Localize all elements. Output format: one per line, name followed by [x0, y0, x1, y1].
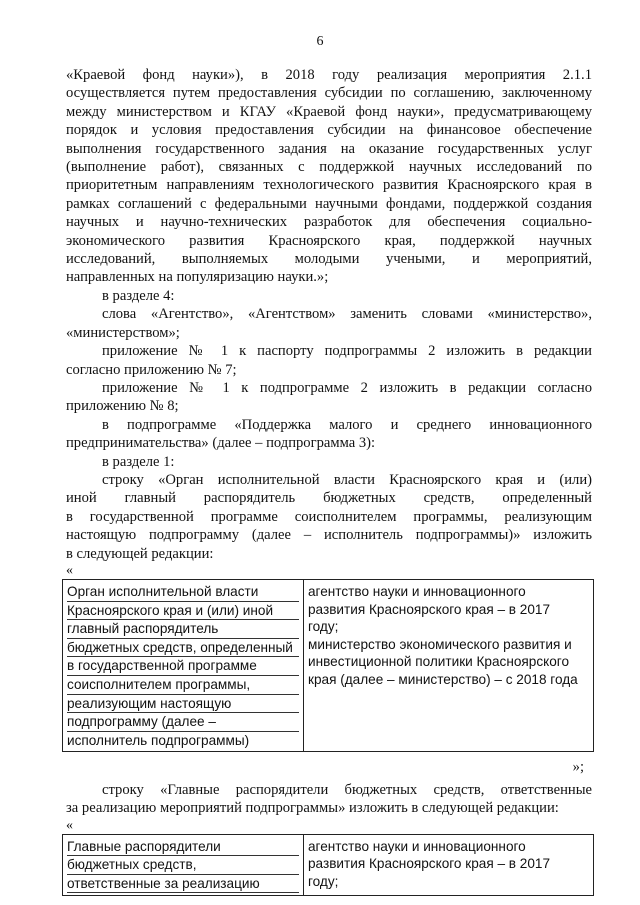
text-line: согласно приложению № 7; [66, 361, 237, 378]
text-line: научных и научно-технических разработок для обеспечения социально- [66, 214, 592, 231]
page-number: 6 [316, 34, 324, 49]
text-line: в подпрограмме «Поддержка малого и среднего инновационного [102, 416, 592, 433]
table-row [63, 834, 594, 896]
text-line: «министерством»; [66, 324, 180, 341]
text-line: иной главный распорядитель бюджетных средств, определенный [66, 490, 592, 507]
cell-line: Красноярского края и (или) иной [67, 602, 299, 621]
cell-line: году; [308, 619, 339, 635]
cell-line: Орган исполнительной власти [67, 583, 299, 602]
text-line: слова «Агентство», «Агентством» заменить словами «министерство», [102, 306, 592, 323]
table-cell-right [304, 579, 594, 751]
table-cell-right [304, 834, 594, 896]
text-line: за реализацию мероприятий подпрограммы» изложить в следующей редакции: [66, 800, 559, 817]
paragraph-subprogram-3 [66, 416, 592, 453]
paragraph-replace-words [66, 305, 592, 342]
cell-line: агентство науки и инновационного [308, 583, 526, 599]
text-line: приложению № 8; [66, 398, 179, 415]
text-line: рамках соглашений с федеральными научными фондами, поддержкой создания [66, 195, 592, 212]
cell-line: бюджетных средств, [67, 856, 299, 875]
text-line: выполнения государственного задания на оказание государственных услуг [66, 140, 592, 157]
paragraph-fund [66, 66, 592, 287]
text-line: настоящую подпрограмму (далее – исполнитель подпрограммы)» изложить [66, 527, 592, 544]
text-line: приложение № 1 к подпрограмме 2 изложить в редакции согласно [102, 379, 592, 396]
document-body [66, 66, 592, 896]
paragraph-row-main [66, 781, 592, 818]
closing-quote: »; [572, 759, 584, 776]
text-line: строку «Главные распорядители бюджетных средств, ответственные [102, 781, 592, 798]
cell-line: министерство экономического развития и [308, 636, 572, 652]
paragraph-appendix-1 [66, 342, 592, 379]
cell-line: ответственные за реализацию [67, 875, 299, 894]
cell-line: агентство науки и инновационного [308, 838, 526, 854]
opening-quote: « [66, 817, 73, 833]
cell-line: инвестиционной политики Красноярского [308, 654, 570, 670]
table-cell-left [63, 579, 304, 751]
text-line: в государственной программе соисполнителем программы, реализующим [66, 508, 592, 525]
text-line: приложение № 1 к паспорту подпрограммы 2 изложить в редакции [102, 343, 592, 360]
cell-line: подпрограмму (далее – [67, 713, 299, 732]
cell-line: в государственной программе [67, 657, 299, 676]
cell-line: исполнитель подпрограммы) [67, 732, 250, 748]
table-row [63, 579, 594, 751]
text-line: приоритетным направлениям технологического развития Красноярского края в [66, 177, 592, 194]
text-line: предпринимательства» (далее – подпрограмма 3): [66, 435, 376, 452]
text-line: направленных на популяризацию науки.»; [66, 269, 329, 286]
text-line: осуществляется путем предоставления субсидии по соглашению, заключенному [66, 85, 592, 102]
cell-line: соисполнителем программы, [67, 676, 299, 695]
cell-line: Главные распорядители [67, 838, 299, 857]
cell-line: главный распорядитель [67, 620, 299, 639]
cell-line: году; [308, 873, 339, 889]
text-line: «Краевой фонд науки»), в 2018 году реализация мероприятия 2.1.1 [66, 67, 592, 83]
paragraph-row-organ [66, 471, 592, 563]
table-executor [62, 579, 594, 752]
text-line: экономического развития Красноярского края, поддержкой научных [66, 232, 592, 249]
cell-line: развития Красноярского края – в 2017 [308, 856, 551, 872]
paragraph-appendix-2 [66, 379, 592, 416]
table-main-managers [62, 834, 594, 897]
opening-quote: « [66, 562, 73, 578]
cell-line: края (далее – министерство) – с 2018 года [308, 671, 578, 687]
text-line: (выполнение работ), связанных с поддержкой научных исследований по [66, 159, 592, 176]
text-line: строку «Орган исполнительной власти Красноярского края и (или) [102, 471, 592, 488]
text-line: в следующей редакции: [66, 545, 214, 562]
section-1-heading: в разделе 1: [102, 453, 175, 470]
section-4-heading: в разделе 4: [102, 287, 175, 304]
text-line: между министерством и КГАУ «Краевой фонд науки», предусматривающему [66, 103, 592, 120]
cell-line: реализующим настоящую [67, 695, 299, 714]
cell-line: развития Красноярского края – в 2017 [308, 601, 551, 617]
text-line: исследований, выполняемых молодыми учеными, и мероприятий, [66, 251, 592, 268]
table-cell-left [63, 834, 304, 896]
text-line: порядок и условия предоставления субсидии на финансовое обеспечение [66, 122, 592, 139]
cell-line: бюджетных средств, определенный [67, 639, 299, 658]
